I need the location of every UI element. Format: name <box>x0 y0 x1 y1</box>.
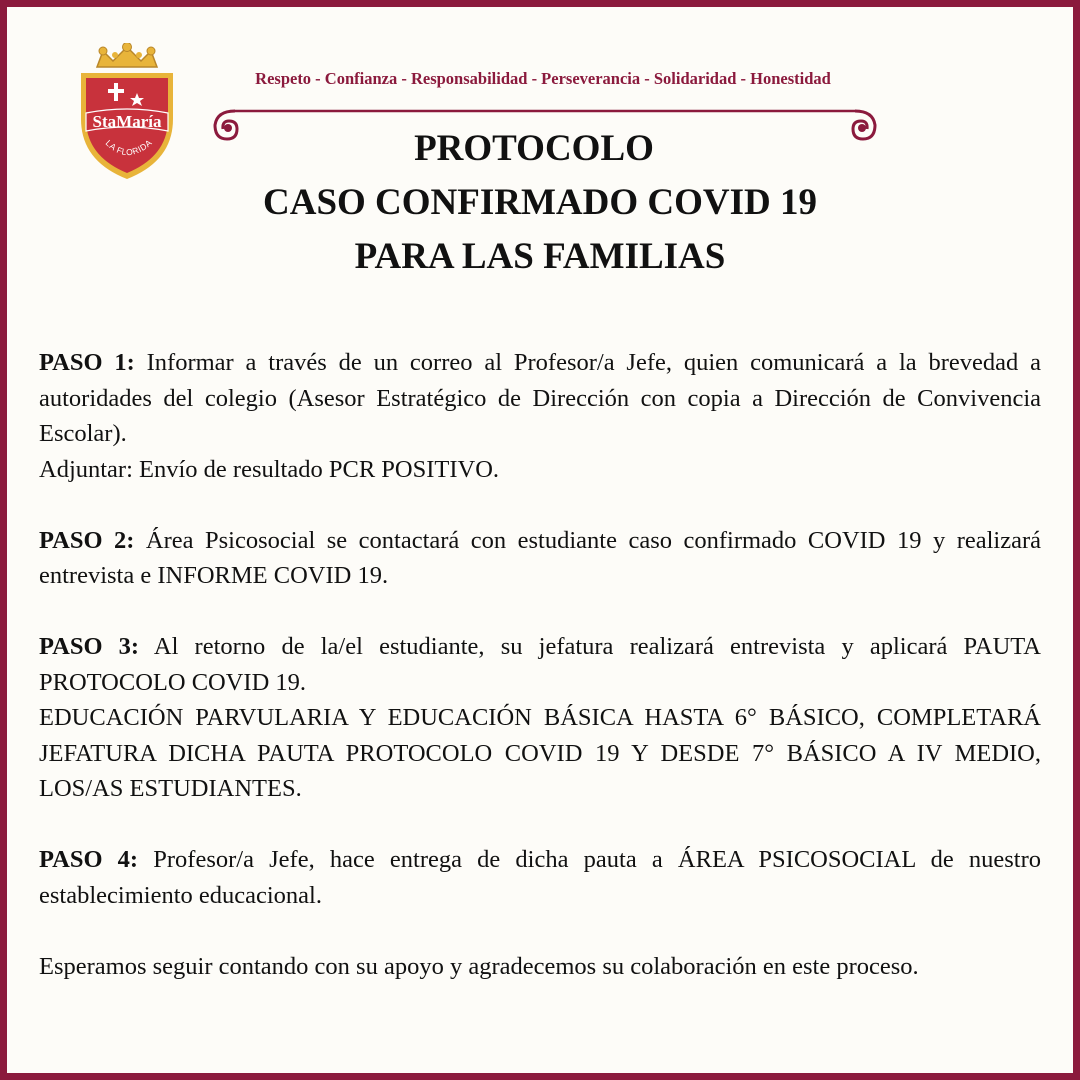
step-2-paragraph <box>39 523 1041 594</box>
step-1-attachment-note: Adjuntar: Envío de resultado PCR POSITIVO. <box>39 455 500 483</box>
step-3-detail: EDUCACIÓN PARVULARIA Y EDUCACIÓN BÁSICA HASTA 6° BÁSICO, COMPLETARÁ JEFATURA DICHA PAUTA PROTOCOLO COVID 19 Y DESDE 7° BÁSICO A IV MEDIO, LOS/AS ESTUDIANTES. <box>39 704 1041 802</box>
step-1-text: Informar a través de un correo al Profesor/a Jefe, quien comunicará a la brevedad a autoridades del colegio (Asesor Estratégico de Dirección con copia a Dirección de Convivencia Escolar). <box>39 349 1041 447</box>
logo-brand-text: StaMaría <box>92 112 162 131</box>
title-line-2: CASO CONFIRMADO COVID 19 <box>263 182 817 223</box>
closing-paragraph: Esperamos seguir contando con su apoyo y agradecemos su colaboración en este proceso. <box>39 952 919 980</box>
step-3-label: PASO 3: <box>39 633 140 660</box>
logo-location-text: LA FLORIDA <box>103 137 154 158</box>
step-4-text: Profesor/a Jefe, hace entrega de dicha pauta a ÁREA PSICOSOCIAL de nuestro establecimiento educacional. <box>39 846 1042 909</box>
step-3-text: Al retorno de la/el estudiante, su jefatura realizará entrevista y aplicará PAUTA PROTOCOLO COVID 19. <box>39 633 1041 696</box>
step-2-text: Área Psicosocial se contactará con estudiante caso confirmado COVID 19 y realizará entrevista e INFORME COVID 19. <box>39 526 1042 589</box>
title-line-3: PARA LAS FAMILIAS <box>354 236 726 277</box>
protocol-steps <box>39 345 1041 984</box>
step-3-paragraph <box>39 629 1041 700</box>
step-1-label: PASO 1: <box>39 349 135 376</box>
values-motto: Respeto - Confianza - Responsabilidad - Perseverancia - Solidaridad - Honestidad <box>255 69 831 88</box>
document-page <box>7 7 1073 1073</box>
step-4-paragraph <box>39 842 1041 913</box>
title-line-1: PROTOCOLO <box>414 128 654 169</box>
step-1-paragraph <box>39 345 1041 452</box>
step-2-label: PASO 2: <box>39 526 135 554</box>
step-4-label: PASO 4: <box>39 846 139 873</box>
